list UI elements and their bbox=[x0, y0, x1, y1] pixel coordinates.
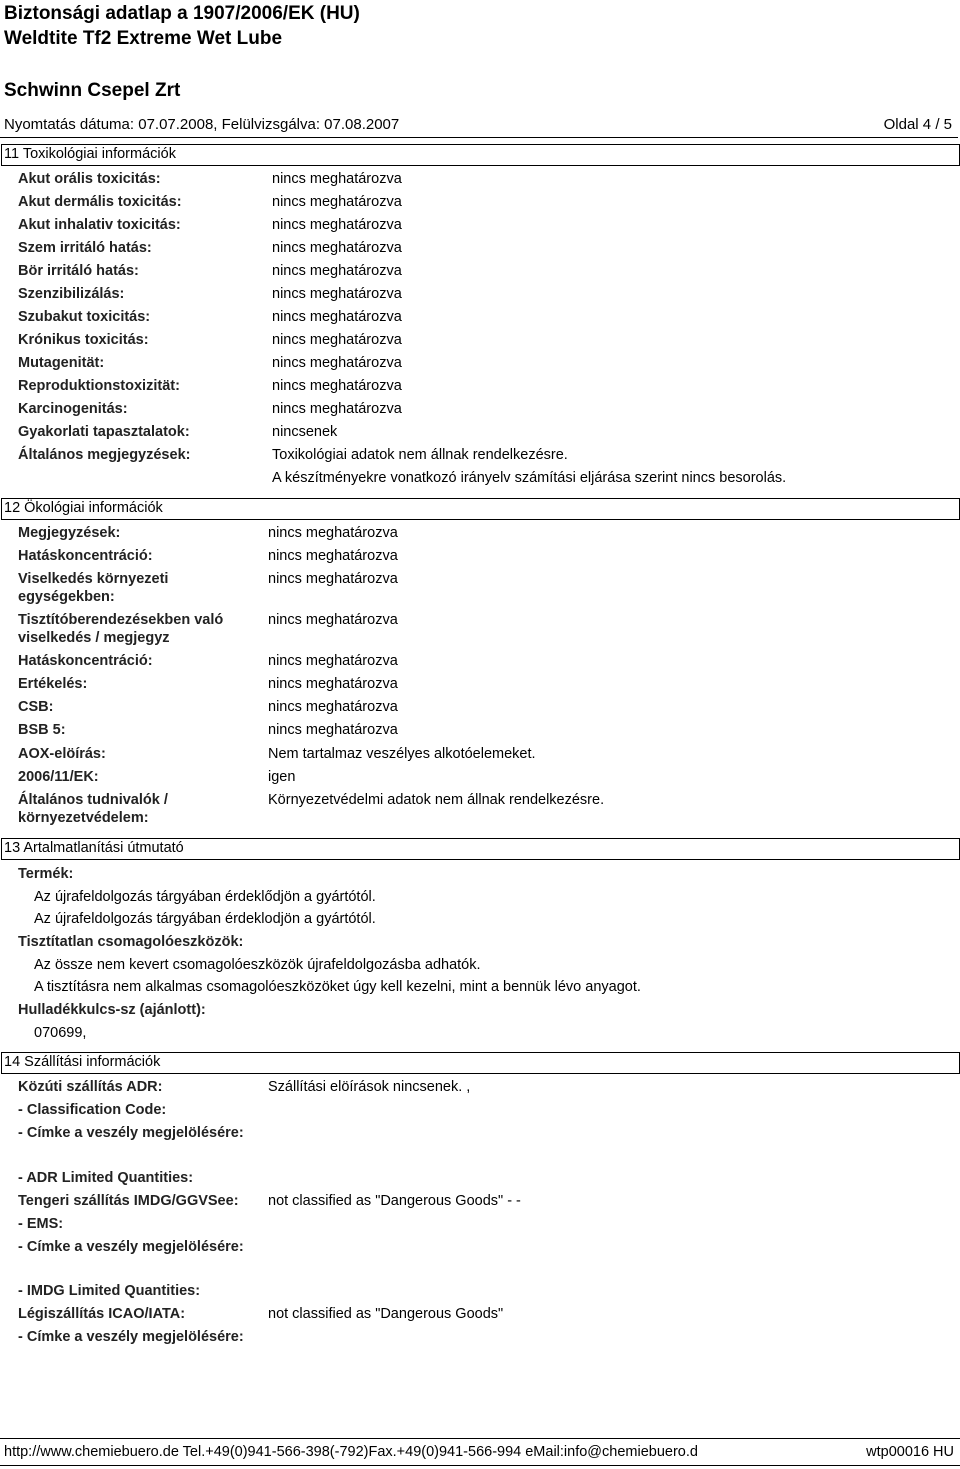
hazard-label-label: - Címke a veszély megjelölésére: bbox=[18, 1329, 244, 1345]
air-transport-label: Légiszállítás ICAO/IATA: bbox=[18, 1306, 186, 1322]
tox-label: Reproduktionstoxizität: bbox=[18, 378, 180, 394]
sea-transport-value: not classified as "Dangerous Goods" - - bbox=[268, 1193, 521, 1209]
imdg-limited-quantities-label: - IMDG Limited Quantities: bbox=[18, 1283, 201, 1299]
tox-label: Krónikus toxicitás: bbox=[18, 332, 149, 348]
eco-label: Hatáskoncentráció: bbox=[18, 653, 153, 669]
tox-value: Toxikológiai adatok nem állnak rendelkezésre. bbox=[272, 447, 568, 463]
product-label: Termék: bbox=[18, 866, 74, 882]
eco-value: Nem tartalmaz veszélyes alkotóelemeket. bbox=[268, 746, 536, 762]
section-11-title: 11 Toxikológiai információk bbox=[4, 146, 180, 162]
print-info-line bbox=[4, 116, 956, 136]
section-11-box bbox=[1, 144, 960, 166]
section-13-title: 13 Artalmatlanítási útmutató bbox=[4, 840, 188, 856]
road-transport-label: Közúti szállítás ADR: bbox=[18, 1079, 163, 1095]
eco-value: igen bbox=[268, 769, 296, 785]
eco-label: BSB 5: bbox=[18, 722, 66, 738]
tox-value: nincs meghatározva bbox=[272, 263, 402, 279]
footer-doc-id: wtp00016 HU bbox=[866, 1444, 954, 1460]
tox-value: nincs meghatározva bbox=[272, 171, 402, 187]
tox-value: nincs meghatározva bbox=[272, 194, 402, 210]
eco-label-cont: viselkedés / megjegyz bbox=[18, 630, 170, 646]
tox-label: Akut dermális toxicitás: bbox=[18, 194, 182, 210]
section-13-box bbox=[1, 838, 960, 860]
print-date: Nyomtatás dátuma: 07.07.2008, Felülvizsgálva: 07.08.2007 bbox=[4, 116, 400, 133]
tox-value: nincs meghatározva bbox=[272, 286, 402, 302]
page-number: Oldal 4 / 5 bbox=[883, 116, 952, 133]
hazard-label-label: - Címke a veszély megjelölésére: bbox=[18, 1239, 244, 1255]
eco-label: Hatáskoncentráció: bbox=[18, 548, 153, 564]
road-transport-value: Szállítási elöírások nincsenek. , bbox=[268, 1079, 471, 1095]
eco-value: nincs meghatározva bbox=[268, 571, 398, 587]
tox-classification-note: A készítményekre vonatkozó irányelv számítási eljárása szerint nincs besorolás. bbox=[272, 470, 787, 486]
eco-value: nincs meghatározva bbox=[268, 525, 398, 541]
tox-value: nincs meghatározva bbox=[272, 332, 402, 348]
eco-label: CSB: bbox=[18, 699, 54, 715]
tox-label: Bör irritáló hatás: bbox=[18, 263, 139, 279]
eco-label: Viselkedés környezeti bbox=[18, 571, 169, 587]
product-name: Weldtite Tf2 Extreme Wet Lube bbox=[4, 28, 283, 49]
classification-code-label: - Classification Code: bbox=[18, 1102, 167, 1118]
eco-label: AOX-elöírás: bbox=[18, 746, 106, 762]
eco-label-cont: egységekben: bbox=[18, 589, 115, 605]
waste-code-label: Hulladékkulcs-sz (ajánlott): bbox=[18, 1002, 206, 1018]
eco-value: nincs meghatározva bbox=[268, 722, 398, 738]
eco-value: nincs meghatározva bbox=[268, 548, 398, 564]
eco-label-cont: környezetvédelem: bbox=[18, 810, 149, 826]
packaging-disposal-text: Az össze nem kevert csomagolóeszközök újrafeldolgozásba adhatók. bbox=[34, 957, 481, 973]
tox-value: nincs meghatározva bbox=[272, 309, 402, 325]
eco-value: nincs meghatározva bbox=[268, 699, 398, 715]
waste-code-value: 070699, bbox=[34, 1025, 87, 1041]
ems-label: - EMS: bbox=[18, 1216, 64, 1232]
section-14-box bbox=[1, 1052, 960, 1074]
header-divider bbox=[0, 137, 958, 138]
company-name: Schwinn Csepel Zrt bbox=[4, 80, 181, 101]
footer-contact: http://www.chemiebuero.de Tel.+49(0)941-566-398(-792)Fax.+49(0)941-566-994 eMail:info@chemiebuero.d bbox=[4, 1444, 698, 1460]
section-12-title: 12 Ökológiai információk bbox=[4, 500, 167, 516]
eco-label: Megjegyzések: bbox=[18, 525, 121, 541]
tox-label: Szenzibilizálás: bbox=[18, 286, 125, 302]
hazard-label-label: - Címke a veszély megjelölésére: bbox=[18, 1125, 244, 1141]
tox-label: Akut orális toxicitás: bbox=[18, 171, 161, 187]
tox-value: nincs meghatározva bbox=[272, 240, 402, 256]
tox-label: Akut inhalativ toxicitás: bbox=[18, 217, 181, 233]
tox-value: nincs meghatározva bbox=[272, 378, 402, 394]
sea-transport-label: Tengeri szállítás IMDG/GGVSee: bbox=[18, 1193, 239, 1209]
tox-label: Szubakut toxicitás: bbox=[18, 309, 151, 325]
packaging-label: Tisztítatlan csomagolóeszközök: bbox=[18, 934, 244, 950]
eco-value: Környezetvédelmi adatok nem állnak rendelkezésre. bbox=[268, 792, 605, 808]
tox-label: Karcinogenitás: bbox=[18, 401, 128, 417]
eco-label: Ertékelés: bbox=[18, 676, 88, 692]
tox-label: Gyakorlati tapasztalatok: bbox=[18, 424, 190, 440]
tox-value: nincs meghatározva bbox=[272, 217, 402, 233]
document-title: Biztonsági adatlap a 1907/2006/EK (HU) bbox=[4, 3, 360, 24]
eco-value: nincs meghatározva bbox=[268, 653, 398, 669]
packaging-disposal-text: A tisztításra nem alkalmas csomagolóeszközöket úgy kell kezelni, mint a bennük lévo anyagot. bbox=[34, 979, 641, 995]
section-12-box bbox=[1, 498, 960, 520]
tox-value: nincsenek bbox=[272, 424, 338, 440]
page-footer bbox=[0, 1438, 960, 1466]
adr-limited-quantities-label: - ADR Limited Quantities: bbox=[18, 1170, 194, 1186]
eco-label: Általános tudnivalók / bbox=[18, 792, 168, 808]
tox-value: nincs meghatározva bbox=[272, 401, 402, 417]
tox-label: Mutagenität: bbox=[18, 355, 105, 371]
eco-value: nincs meghatározva bbox=[268, 612, 398, 628]
section-14-title: 14 Szállítási információk bbox=[4, 1054, 164, 1070]
product-disposal-text: Az újrafeldolgozás tárgyában érdeklődjön a gyártótól. bbox=[34, 889, 376, 905]
tox-value: nincs meghatározva bbox=[272, 355, 402, 371]
air-transport-value: not classified as "Dangerous Goods" bbox=[268, 1306, 504, 1322]
tox-label: Általános megjegyzések: bbox=[18, 447, 191, 463]
product-disposal-text: Az újrafeldolgozás tárgyában érdeklodjön a gyártótól. bbox=[34, 911, 376, 927]
eco-label: Tisztítóberendezésekben való bbox=[18, 612, 224, 628]
eco-value: nincs meghatározva bbox=[268, 676, 398, 692]
tox-label: Szem irritáló hatás: bbox=[18, 240, 152, 256]
eco-label: 2006/11/EK: bbox=[18, 769, 99, 785]
